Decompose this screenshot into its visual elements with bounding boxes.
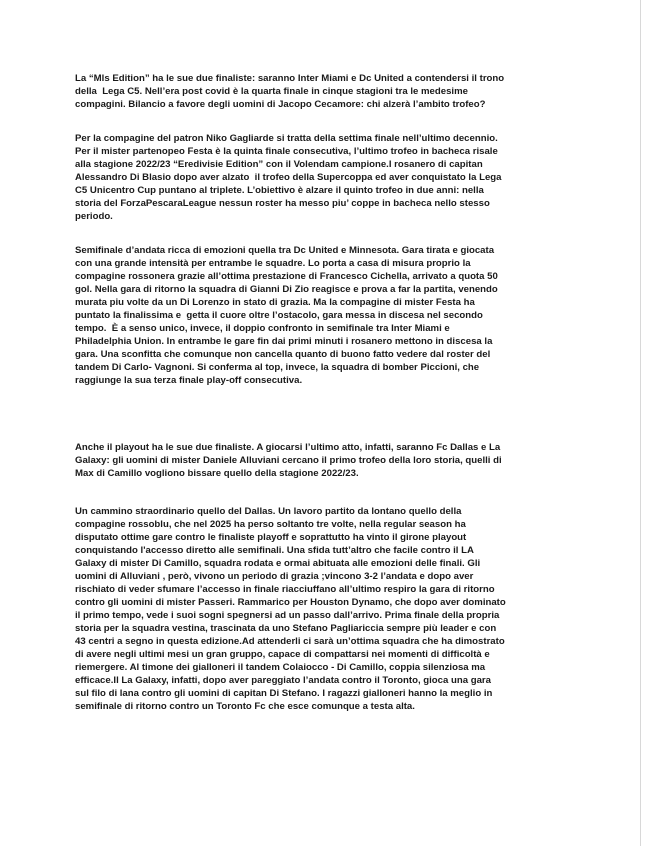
paragraph-1-line-1: La “Mls Edition” ha le sue due finaliste: saranno Inter Miami e Dc United a contendersi il trono [75,73,505,84]
paragraph-3-line-11: raggiunge la sua terza finale play-off consecutiva. [75,375,303,386]
paragraph-5-line-8: contro gli uomini di mister Passeri. Rammarico per Houston Dynamo, che dopo aver dominato [75,597,506,608]
paragraph-5-line-9: il primo tempo, vede i suoi sogni spegnersi ad un passo dall’arrivo. Prima finale della propria [75,610,500,621]
paragraph-2-line-7: periodo. [75,211,113,222]
paragraph-3-line-5: murata piu volte da un Di Lorenzo in stato di grazia. Ma la compagine di mister Festa ha [75,297,475,308]
paragraph-5-line-6: uomini di Alluviani , però, vivono un periodo di grazia ;vincono 3-2 l’andata e dopo aver [75,571,474,582]
paragraph-3-line-8: Philadelphia Union. In entrambe le gare fin dai primi minuti i rosanero mettono in discesa la [75,336,493,347]
paragraph-1-line-2: della Lega C5. Nell’era post covid è la quarta finale in cinque stagioni tra le medesime [75,86,468,97]
paragraph-2-line-5: C5 Unicentro Cup puntano al triplete. L’obiettivo è alzare il quinto trofeo in due anni: nella [75,185,484,196]
paragraph-5-line-16: semifinale di ritorno contro un Toronto Fc che esce comunque a testa alta. [75,701,415,712]
paragraph-3-line-9: gara. Una sconfitta che comunque non cancella quanto di buono fatto vedere dal roster del [75,349,491,360]
paragraph-5-line-3: disputato ottime gare contro le finaliste playoff e soprattutto ha vinto il girone playout [75,532,467,543]
paragraph-3-line-10: tandem Di Carlo- Vagnoni. Si conferma al top, invece, la squadra di bomber Piccioni, che [75,362,480,373]
paragraph-5-line-12: di avere negli ultimi mesi un gran gruppo, capace di compattarsi nei momenti di difficoltà e [75,649,490,660]
paragraph-3-line-4: gol. Nella gara di ritorno la squadra di Gianni Di Zio reagisce e prova a far la partita, venendo [75,284,498,295]
page-edge-divider [640,0,641,846]
paragraph-5-line-10: storia per la squadra vestina, trascinata da uno Stefano Pagliariccia sempre più leader e con [75,623,497,634]
paragraph-3-line-3: compagine rossonera grazie all’ottima prestazione di Francesco Cichella, arrivato a quota 50 [75,271,498,282]
paragraph-3-line-6: puntato la finalissima e getta il cuore oltre l’ostacolo, gara messa in discesa nel secondo [75,310,483,321]
paragraph-4-line-2: Galaxy: gli uomini di mister Daniele Alluviani cercano il primo trofeo della loro storia, quelli di [75,455,502,466]
paragraph-2-line-6: storia del ForzaPescaraLeague nessun roster ha messo piu’ coppe in bacheca nello stesso [75,198,490,209]
paragraph-4-line-1: Anche il playout ha le sue due finaliste. A giocarsi l’ultimo atto, infatti, saranno Fc Dallas e La [75,442,501,453]
paragraph-3-line-1: Semifinale d’andata ricca di emozioni quella tra Dc United e Minnesota. Gara tirata e giocata [75,245,495,256]
paragraph-5-line-14: efficace.Il La Galaxy, infatti, dopo aver pareggiato l’andata contro il Toronto, gioca una gara [75,675,491,686]
paragraph-5-line-13: riemergere. Al timone dei gialloneri il tandem Colaiocco - Di Camillo, coppia silenziosa ma [75,662,486,673]
paragraph-2-line-2: Per il mister partenopeo Festa è la quinta finale consecutiva, l’ultimo trofeo in bacheca risale [75,146,498,157]
paragraph-4-line-3: Max di Camillo vogliono bissare quello della stagione 2022/23. [75,468,359,479]
paragraph-2-line-3: alla stagione 2022/23 “Eredivisie Edition” con il Volendam campione.I rosanero di capitan [75,159,483,170]
paragraph-5-line-15: sul filo di lana contro gli uomini di capitan Di Stefano. I ragazzi gialloneri hanno la meglio in [75,688,493,699]
paragraph-5-line-4: conquistando l'accesso diretto alle semifinali. Una sfida tutt’altro che facile contro il LA [75,545,474,556]
paragraph-2-line-4: Alessandro Di Blasio dopo aver alzato il trofeo della Supercoppa ed aver conquistato la Lega [75,172,502,183]
paragraph-5-line-1: Un cammino straordinario quello del Dallas. Un lavoro partito da lontano quello della [75,506,462,517]
paragraph-5-line-2: compagine rossoblu, che nel 2025 ha perso soltanto tre volte, nella regular season ha [75,519,466,530]
paragraph-3-line-2: con una grande intensità per entrambe le squadre. Lo porta a casa di misura proprio la [75,258,471,269]
paragraph-5-line-11: 43 centri a segno in questa edizione.Ad attenderli ci sarà un’ottima squadra che ha dimostrato [75,636,505,647]
paragraph-2-line-1: Per la compagine del patron Niko Gagliarde si tratta della settima finale nell’ultimo decennio. [75,133,498,144]
paragraph-1-line-3: compagini. Bilancio a favore degli uomini di Jacopo Cecamore: chi alzerà l’ambito trofeo? [75,99,486,110]
paragraph-3-line-7: tempo. È a senso unico, invece, il doppio confronto in semifinale tra Inter Miami e [75,323,450,334]
paragraph-5-line-7: rischiato di veder sfumare l’accesso in finale riacciuffano all’ultimo respiro la gara di ritorno [75,584,495,595]
paragraph-5-line-5: Galaxy di mister Di Camillo, squadra rodata e ormai abituata alle emozioni delle finali. Gli [75,558,481,569]
